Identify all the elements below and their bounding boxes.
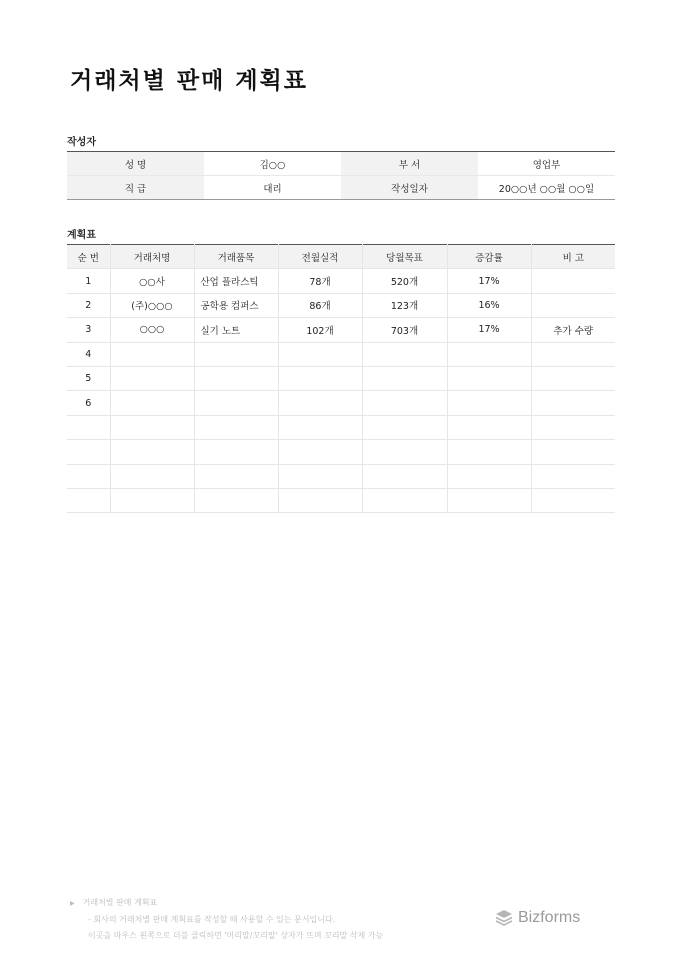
cell-target bbox=[362, 488, 447, 512]
cell-note bbox=[531, 342, 615, 366]
cell-item bbox=[194, 488, 278, 512]
cell-note bbox=[531, 293, 615, 317]
header-note: 비 고 bbox=[531, 245, 615, 269]
cell-item bbox=[194, 391, 278, 415]
cell-item bbox=[194, 440, 278, 464]
cell-note bbox=[531, 391, 615, 415]
header-item: 거래품목 bbox=[194, 245, 278, 269]
position-label: 직 급 bbox=[67, 176, 204, 200]
name-value: 김○○ bbox=[204, 152, 341, 176]
footer-title: 거래처별 판매 계획표 bbox=[82, 898, 158, 907]
cell-client bbox=[110, 464, 194, 488]
cell-client: ○○○ bbox=[110, 318, 194, 342]
cell-client bbox=[110, 342, 194, 366]
plan-header-row bbox=[67, 245, 615, 269]
bizforms-logo-icon bbox=[495, 909, 513, 927]
date-label: 작성일자 bbox=[341, 176, 478, 200]
cell-change-rate bbox=[447, 440, 531, 464]
cell-target: 520개 bbox=[362, 269, 447, 293]
cell-client bbox=[110, 488, 194, 512]
cell-change-rate bbox=[447, 366, 531, 390]
cell-item: 산업 플라스틱 bbox=[194, 269, 278, 293]
cell-item bbox=[194, 366, 278, 390]
cell-target: 123개 bbox=[362, 293, 447, 317]
cell-target: 703개 bbox=[362, 318, 447, 342]
cell-note: 추가 수량 bbox=[531, 318, 615, 342]
cell-seq bbox=[67, 440, 110, 464]
cell-prev-result bbox=[278, 415, 362, 439]
cell-change-rate: 17% bbox=[447, 269, 531, 293]
cell-target bbox=[362, 342, 447, 366]
cell-seq: 1 bbox=[67, 269, 110, 293]
author-row bbox=[67, 176, 615, 200]
cell-target bbox=[362, 464, 447, 488]
table-row bbox=[67, 464, 615, 488]
cell-prev-result bbox=[278, 342, 362, 366]
cell-change-rate bbox=[447, 342, 531, 366]
cell-note bbox=[531, 269, 615, 293]
cell-item: 공학용 컴퍼스 bbox=[194, 293, 278, 317]
cell-prev-result bbox=[278, 488, 362, 512]
cell-target bbox=[362, 440, 447, 464]
cell-target bbox=[362, 366, 447, 390]
cell-target bbox=[362, 415, 447, 439]
date-value: 20○○년 ○○월 ○○일 bbox=[498, 183, 595, 195]
cell-prev-result: 86개 bbox=[278, 293, 362, 317]
cell-seq bbox=[67, 464, 110, 488]
cell-seq: 4 bbox=[67, 342, 110, 366]
cell-change-rate bbox=[447, 391, 531, 415]
table-row bbox=[67, 440, 615, 464]
table-row bbox=[67, 366, 615, 390]
cell-seq: 6 bbox=[67, 391, 110, 415]
cell-note bbox=[531, 415, 615, 439]
cell-client bbox=[110, 440, 194, 464]
cell-change-rate: 16% bbox=[447, 293, 531, 317]
cell-change-rate bbox=[447, 488, 531, 512]
triangle-bullet-icon: ▶ bbox=[70, 900, 75, 907]
table-row bbox=[67, 391, 615, 415]
cell-change-rate bbox=[447, 464, 531, 488]
table-row bbox=[67, 342, 615, 366]
header-prev-result: 전월실적 bbox=[278, 245, 362, 269]
cell-prev-result bbox=[278, 464, 362, 488]
cell-target bbox=[362, 391, 447, 415]
department-value: 영업부 bbox=[478, 152, 615, 176]
cell-seq: 2 bbox=[67, 293, 110, 317]
name-label: 성 명 bbox=[67, 152, 204, 176]
cell-prev-result bbox=[278, 366, 362, 390]
header-change-rate: 증감률 bbox=[447, 245, 531, 269]
cell-seq: 3 bbox=[67, 318, 110, 342]
cell-prev-result bbox=[278, 391, 362, 415]
header-seq: 순 번 bbox=[67, 245, 110, 269]
header-target: 당월목표 bbox=[362, 245, 447, 269]
cell-client bbox=[110, 366, 194, 390]
author-table bbox=[67, 151, 615, 200]
document-title: 거래처별 판매 계획표 bbox=[70, 68, 308, 94]
cell-client bbox=[110, 391, 194, 415]
cell-change-rate: 17% bbox=[447, 318, 531, 342]
cell-client: (주)○○○ bbox=[110, 293, 194, 317]
table-row bbox=[67, 269, 615, 293]
cell-prev-result bbox=[278, 440, 362, 464]
plan-table bbox=[67, 244, 615, 513]
header-client: 거래처명 bbox=[110, 245, 194, 269]
table-row bbox=[67, 488, 615, 512]
author-section-label: 작성자 bbox=[67, 137, 96, 148]
cell-client: ○○사 bbox=[110, 269, 194, 293]
cell-item: 실기 노트 bbox=[194, 318, 278, 342]
footer-description: - 회사의 거래처별 판매 계획표를 작성할 때 사용할 수 있는 문서입니다. bbox=[88, 915, 336, 924]
cell-seq bbox=[67, 488, 110, 512]
department-label: 부 서 bbox=[341, 152, 478, 176]
cell-item bbox=[194, 464, 278, 488]
cell-prev-result: 102개 bbox=[278, 318, 362, 342]
cell-note bbox=[531, 366, 615, 390]
cell-item bbox=[194, 342, 278, 366]
cell-prev-result: 78개 bbox=[278, 269, 362, 293]
position-value: 대리 bbox=[263, 183, 282, 195]
footer-instruction: 이곳을 마우스 왼쪽으로 더블 클릭하면 '머리말/꼬리말' 상자가 뜨며 꼬리말 삭제 가능 bbox=[88, 931, 384, 940]
bizforms-logo bbox=[495, 909, 580, 927]
cell-change-rate bbox=[447, 415, 531, 439]
cell-client bbox=[110, 415, 194, 439]
table-row bbox=[67, 415, 615, 439]
author-row bbox=[67, 152, 615, 176]
cell-seq: 5 bbox=[67, 366, 110, 390]
footer bbox=[70, 895, 383, 944]
plan-section-label: 계획표 bbox=[67, 230, 96, 241]
cell-seq bbox=[67, 415, 110, 439]
cell-item bbox=[194, 415, 278, 439]
table-row bbox=[67, 293, 615, 317]
cell-note bbox=[531, 440, 615, 464]
cell-note bbox=[531, 464, 615, 488]
logo-text: Bizforms bbox=[518, 909, 581, 926]
cell-note bbox=[531, 488, 615, 512]
table-row bbox=[67, 318, 615, 342]
